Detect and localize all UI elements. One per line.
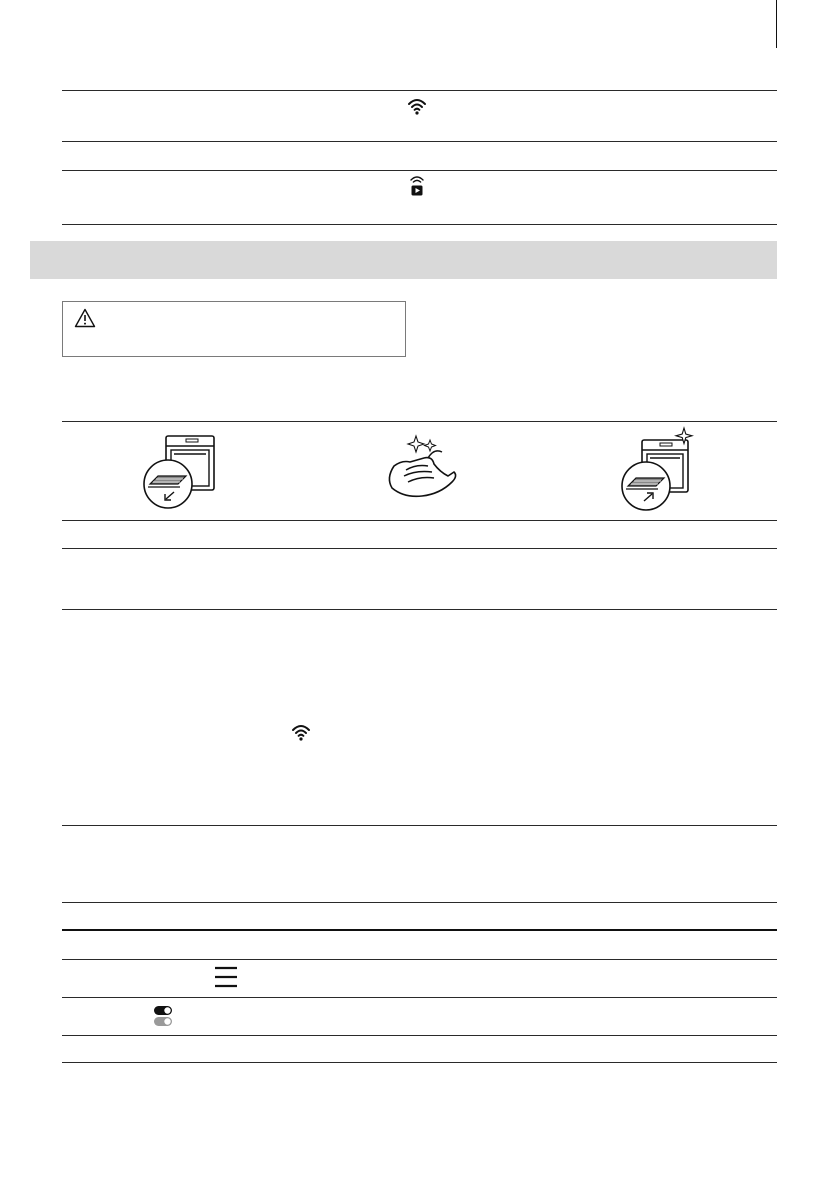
table-rule [62, 170, 777, 171]
cleaning-steps [62, 426, 777, 516]
table-rule [62, 520, 777, 521]
table-header-rule [62, 929, 777, 931]
table-rule [62, 141, 777, 142]
table-rule [62, 959, 777, 960]
table-rule [62, 1035, 777, 1036]
wifi-icon [407, 97, 427, 115]
table-rule [62, 90, 777, 91]
section-heading-band [30, 241, 777, 279]
remote-start-icon [409, 175, 425, 197]
table-rule [62, 224, 777, 225]
table-rule [62, 825, 777, 826]
warning-box [62, 301, 406, 357]
table-rule [62, 902, 777, 903]
table-rule [62, 421, 777, 422]
toggle-switch-icon [153, 1005, 173, 1027]
table-rule [62, 609, 777, 610]
crop-mark [776, 0, 777, 48]
table-rule [62, 548, 777, 549]
wifi-icon [291, 723, 311, 741]
menu-hamburger-icon [214, 966, 238, 988]
warning-triangle-icon [74, 308, 96, 328]
oven-insert-rack-icon [610, 426, 700, 516]
table-rule [62, 997, 777, 998]
oven-remove-rack-icon [134, 426, 224, 516]
table-rule [62, 1062, 777, 1063]
hand-wiping-cloth-icon [376, 426, 466, 516]
